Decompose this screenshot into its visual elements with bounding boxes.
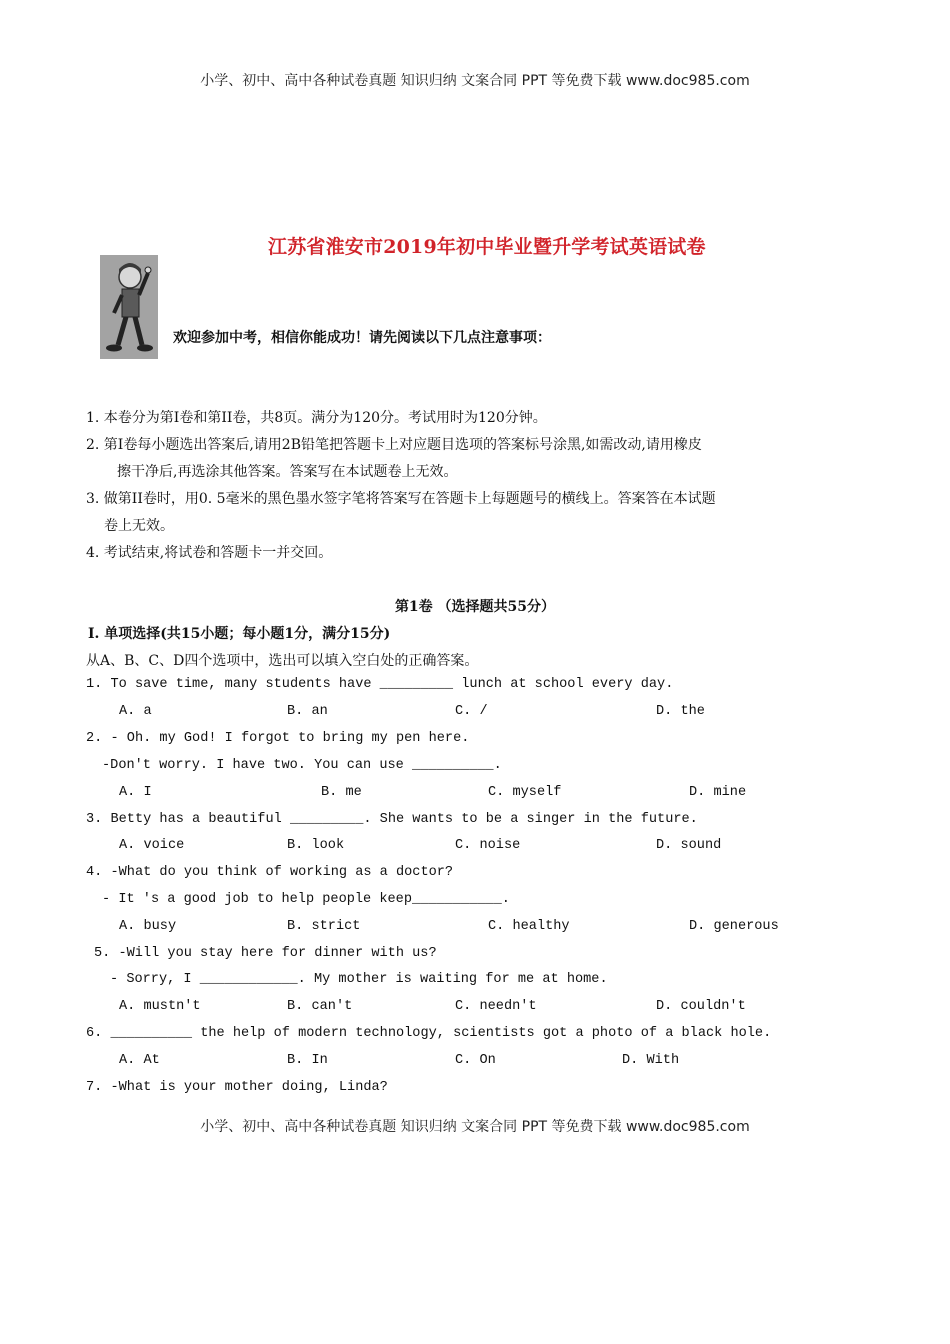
option-c: C. On — [455, 1053, 496, 1068]
question-stem: 4. -What do you think of working as a doctor? — [86, 865, 454, 880]
question-stem: 5. -Will you stay here for dinner with us? — [94, 946, 437, 961]
option-c: C. / — [455, 704, 488, 719]
option-a: A. At — [119, 1053, 160, 1068]
question-stem: 2. - Oh. my God! I forgot to bring my pen here. — [86, 731, 470, 746]
option-b: B. look — [287, 838, 345, 853]
note-line: 4. 考试结束,将试卷和答题卡一并交回。 — [86, 545, 333, 561]
note-line: 2. 第Ⅰ卷每小题选出答案后,请用2B铅笔把答题卡上对应题目选项的答案标号涂黑,如需改动,请用橡皮 — [86, 437, 702, 453]
part-title: Ⅰ. 单项选择(共15小题；每小题1分，满分15分) — [88, 626, 391, 642]
option-a: A. voice — [119, 838, 185, 853]
note-line: 卷上无效。 — [104, 518, 174, 534]
question-stem: -Don't worry. I have two. You can use __________. — [102, 758, 502, 773]
question-stem: 1. To save time, many students have _________ lunch at school every day. — [86, 677, 674, 692]
option-a: A. busy — [119, 919, 177, 934]
option-c: C. myself — [488, 785, 562, 800]
option-d: D. couldn't — [656, 999, 746, 1014]
option-c: C. healthy — [488, 919, 570, 934]
exam-title: 江苏省淮安市2019年初中毕业暨升学考试英语试卷 — [268, 236, 706, 258]
note-line: 1. 本卷分为第Ⅰ卷和第II卷，共8页。满分为120分。考试用时为120分钟。 — [86, 410, 547, 426]
section-title: 第1卷 （选择题共55分） — [394, 599, 556, 615]
question-stem: - It 's a good job to help people keep___________. — [102, 892, 510, 907]
option-d: D. With — [622, 1053, 680, 1068]
option-d: D. sound — [656, 838, 722, 853]
option-c: C. needn't — [455, 999, 537, 1014]
question-stem: 6. __________ the help of modern technology, scientists got a photo of a black hole. — [86, 1026, 772, 1041]
option-a: A. I — [119, 785, 152, 800]
welcome-text: 欢迎参加中考，相信你能成功！请先阅读以下几点注意事项： — [173, 330, 551, 346]
option-b: B. me — [321, 785, 362, 800]
question-stem: 7. -What is your mother doing, Linda? — [86, 1080, 388, 1095]
note-line: 擦干净后,再选涂其他答案。答案写在本试题卷上无效。 — [117, 464, 458, 480]
option-b: B. In — [287, 1053, 328, 1068]
option-d: D. mine — [689, 785, 747, 800]
option-c: C. noise — [455, 838, 521, 853]
instruction-text: 从A、B、C、D四个选项中，选出可以填入空白处的正确答案。 — [86, 653, 479, 669]
option-b: B. an — [287, 704, 328, 719]
cartoon-boy-image — [100, 255, 158, 359]
option-d: D. generous — [689, 919, 779, 934]
option-b: B. can't — [287, 999, 353, 1014]
option-d: D. the — [656, 704, 705, 719]
header-banner: 小学、初中、高中各种试卷真题 知识归纳 文案合同 PPT 等免费下载 www.doc985.com — [200, 73, 750, 89]
question-stem: 3. Betty has a beautiful _________. She wants to be a singer in the future. — [86, 812, 698, 827]
question-stem: - Sorry, I ____________. My mother is waiting for me at home. — [110, 972, 608, 987]
option-a: A. mustn't — [119, 999, 201, 1014]
option-a: A. a — [119, 704, 152, 719]
footer-banner: 小学、初中、高中各种试卷真题 知识归纳 文案合同 PPT 等免费下载 www.doc985.com — [200, 1119, 750, 1135]
note-line: 3. 做第II卷时，用0. 5毫米的黑色墨水签字笔将答案写在答题卡上每题题号的横线上。答案答在本试题 — [86, 491, 716, 507]
option-b: B. strict — [287, 919, 361, 934]
